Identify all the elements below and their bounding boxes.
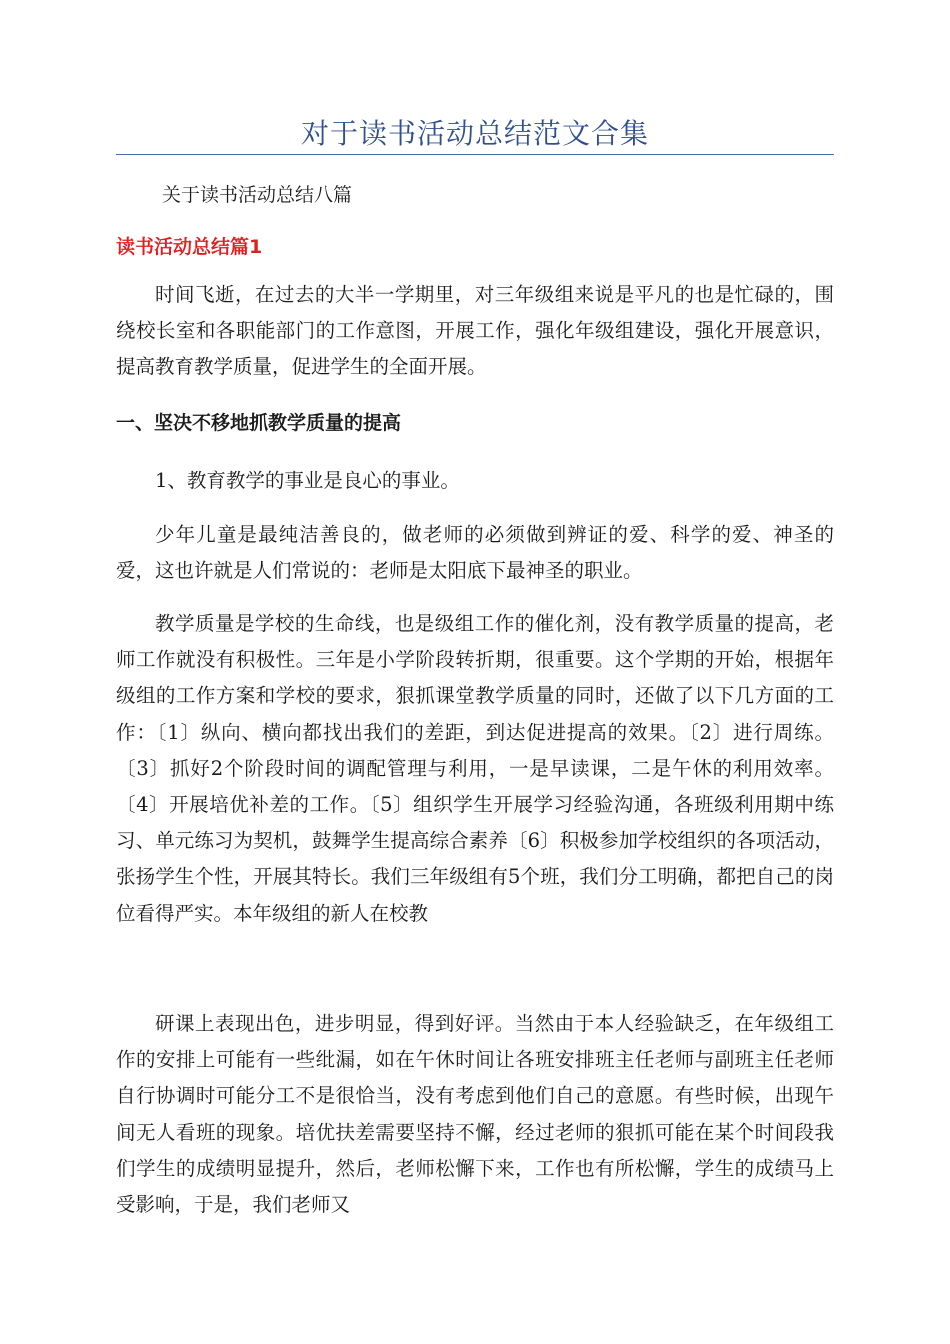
section-title: 读书活动总结篇1 xyxy=(116,236,263,258)
document-subtitle: 关于读书活动总结八篇 xyxy=(162,184,353,206)
paragraph-quality: 教学质量是学校的生命线，也是级组工作的催化剂，没有教学质量的提高，老师工作就没有积极性。三年是小学阶段转折期，很重要。这个学期的开始，根据年级组的工作方案和学校的要求，狠抓课堂教学质量的同时，还做了以下几方面的工作：〔1〕纵向、横向都找出我们的差距，到达促进提高的效果。〔2〕进行周练。〔3〕抓好2个阶段时间的调配管理与利用，一是早读课，二是午休的利用效率。〔4〕开展培优补差的工作。〔5〕组织学生开展学习经验沟通，各班级利用期中练习、单元练习为契机，鼓舞学生提高综合素养〔6〕积极参加学校组织的各项活动，张扬学生个性，开展其特长。我们三年级组有5个班，我们分工明确，都把自己的岗位看得严实。本年级组的新人在校教 xyxy=(116,612,834,925)
paragraph-point-1: 1、教育教学的事业是良心的事业。 xyxy=(155,469,460,492)
document-title: 对于读书活动总结范文合集 xyxy=(300,117,649,150)
paragraph-research: 研课上表现出色，进步明显，得到好评。当然由于本人经验缺乏，在年级组工作的安排上可能有一些纰漏，如在午休时间让各班安排班主任老师与副班主任老师自行协调时可能分工不是很恰当，没有考虑到他们自己的意愿。有些时候，出现午间无人看班的现象。培优扶差需要坚持不懈，经过老师的狠抓可能在某个时间段我们学生的成绩明显提升，然后，老师松懈下来，工作也有所松懈，学生的成绩马上受影响，于是，我们老师又 xyxy=(116,1012,834,1217)
title-underline xyxy=(116,154,834,155)
paragraph-children: 少年儿童是最纯洁善良的，做老师的必须做到辨证的爱、科学的爱、神圣的爱，这也许就是人们常说的：老师是太阳底下最神圣的职业。 xyxy=(116,523,834,583)
heading-teaching-quality: 一、坚决不移地抓教学质量的提高 xyxy=(116,412,402,434)
paragraph-intro: 时间飞逝，在过去的大半一学期里，对三年级组来说是平凡的也是忙碌的，围绕校长室和各职能部门的工作意图，开展工作，强化年级组建设，强化开展意识，提高教育教学质量，促进学生的全面开展。 xyxy=(116,283,834,379)
